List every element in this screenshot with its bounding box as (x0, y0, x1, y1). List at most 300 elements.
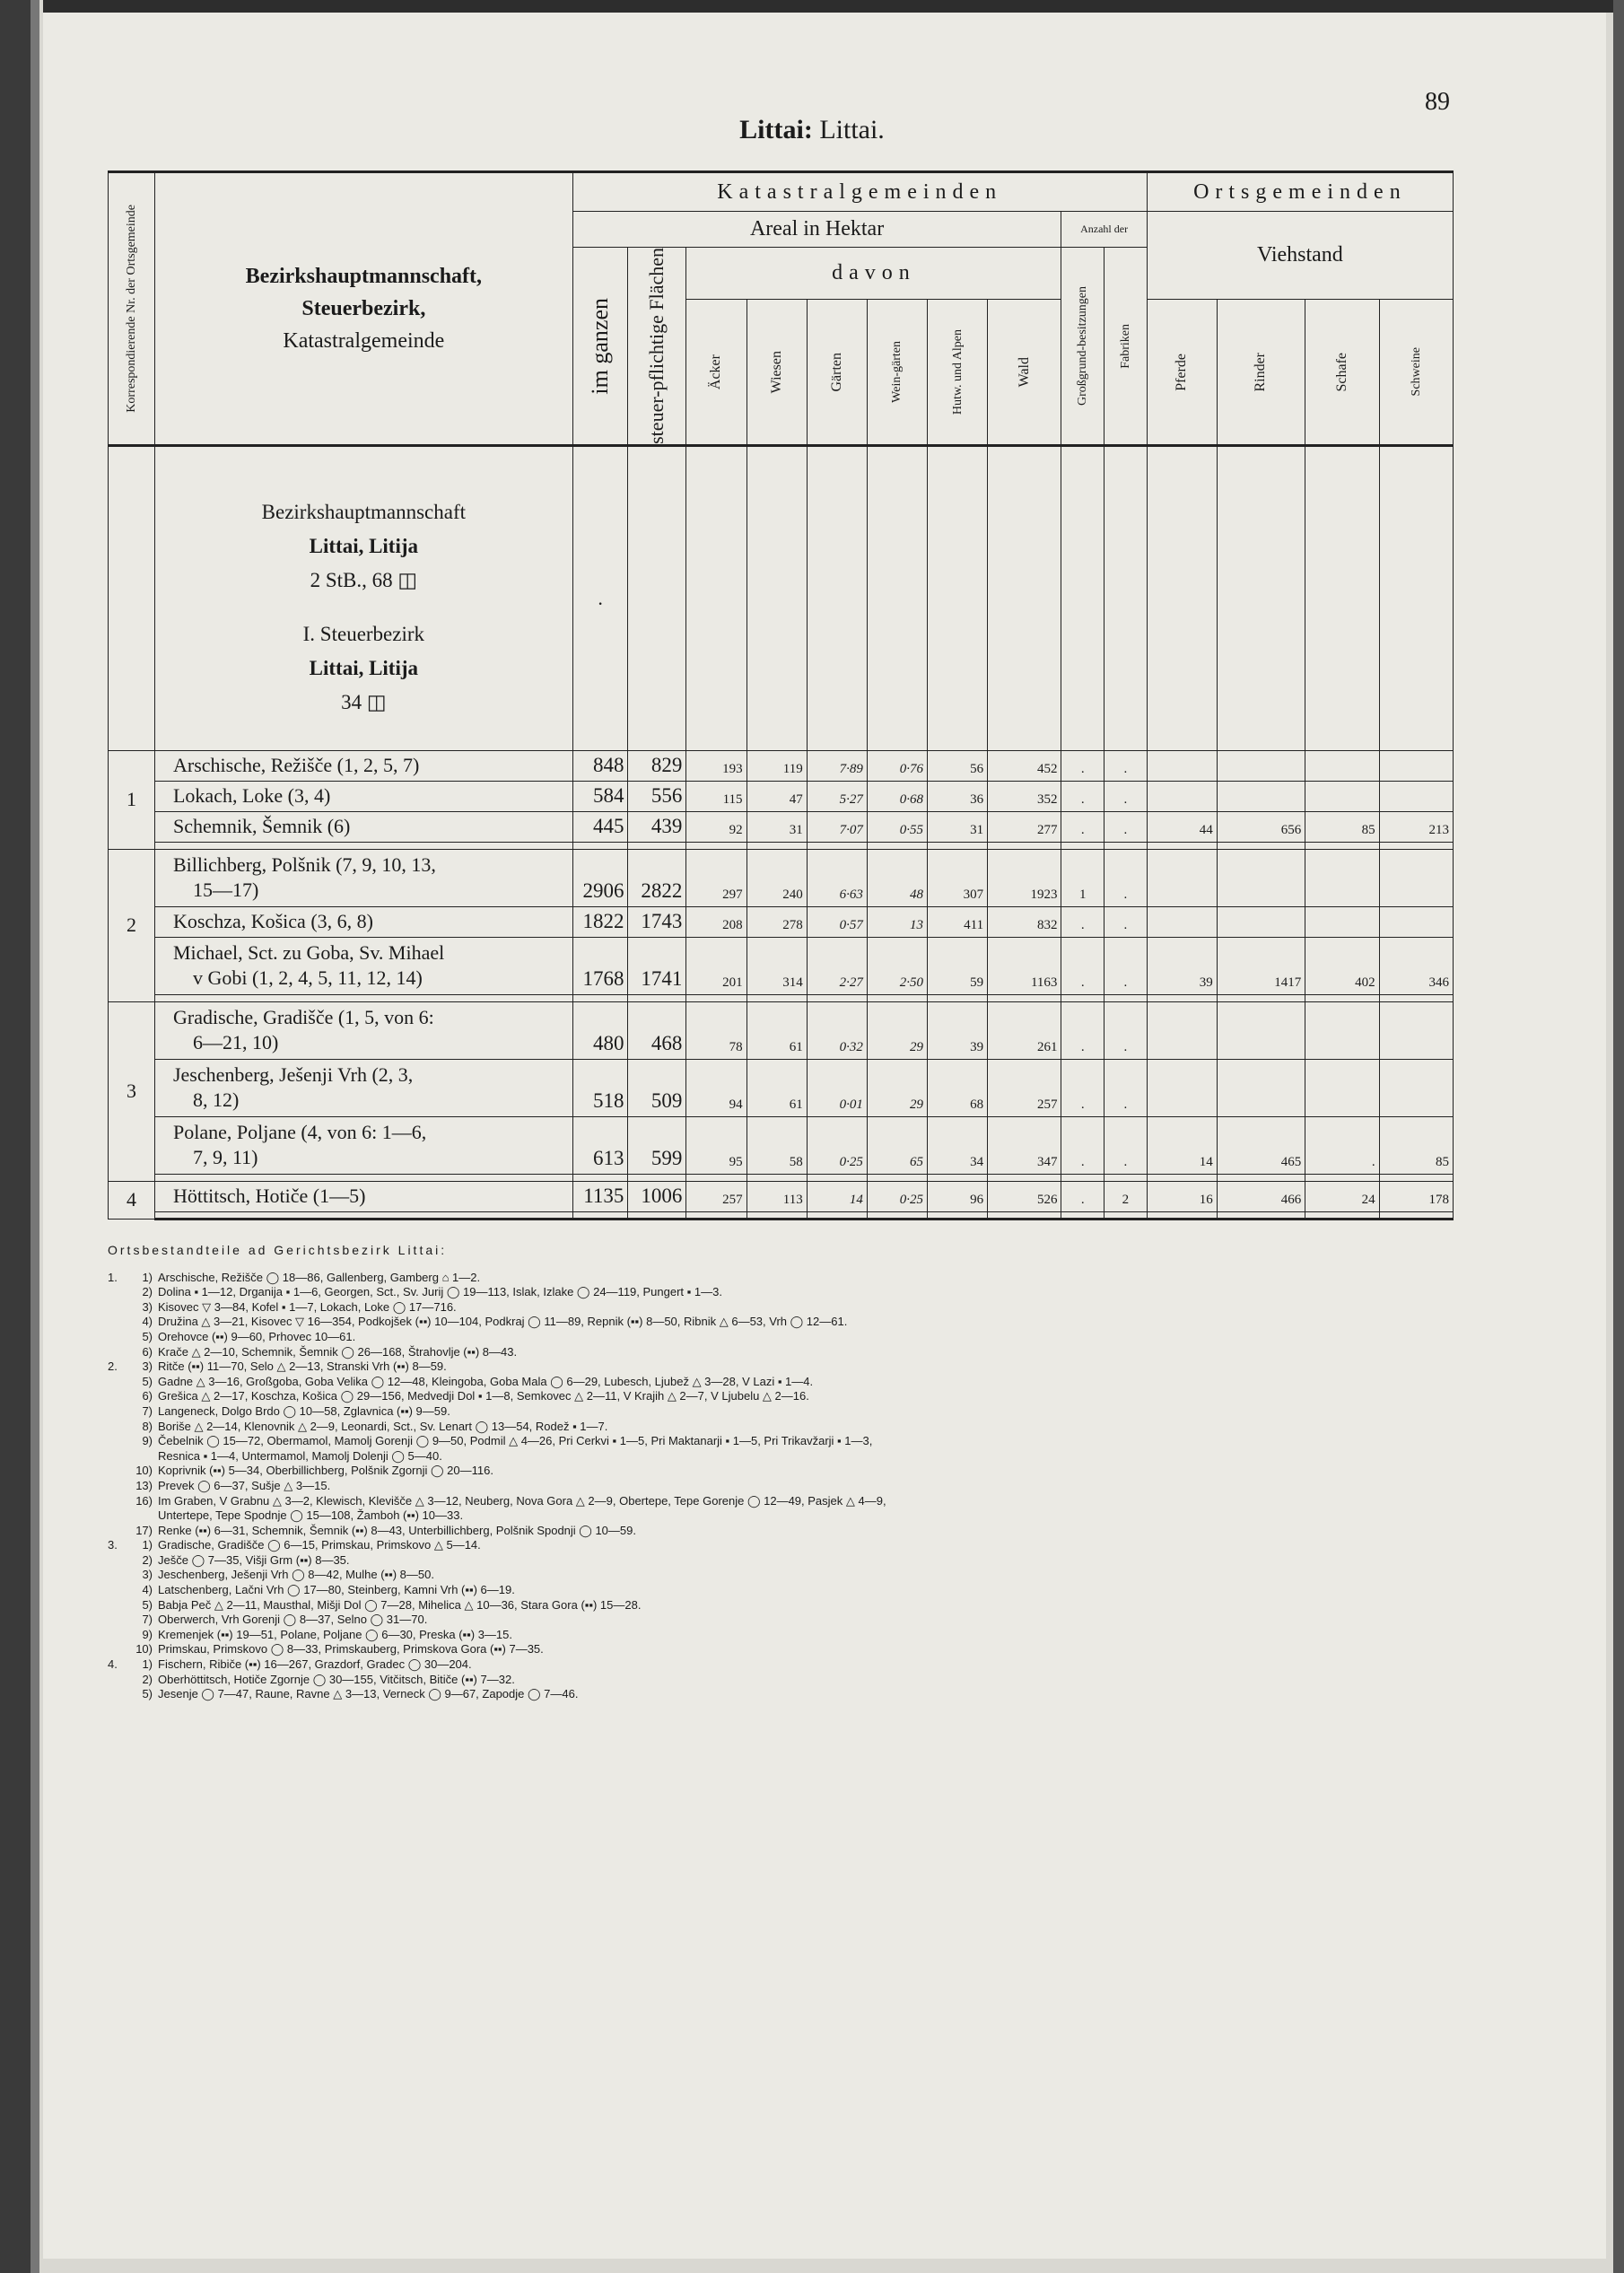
katastral-name (154, 1059, 572, 1116)
spacer-cell (988, 994, 1061, 1001)
cell-value: 2·27 (807, 937, 867, 994)
katastral-name-line2: v Gobi (1, 2, 4, 5, 11, 12, 14) (192, 966, 423, 990)
footnote-text: Primskau, Primskovo ◯ 8—33, Primskauberg, Primskova Gora (▪▪) 7—35. (158, 1642, 544, 1657)
cell-value: . (1061, 937, 1104, 994)
cell-value: . (1104, 1116, 1148, 1174)
footnote-line (108, 1673, 1471, 1688)
footnote-text: Grešica △ 2—17, Koschza, Košica ◯ 29—156, Medvedji Dol ▪ 1—8, Semkovec △ 2—11, V Krajih △ 2—7, V Ljubelu △ 2—16. (158, 1389, 809, 1403)
cell-value: 1006 (628, 1181, 686, 1211)
footnote-index: 3) (142, 1359, 153, 1374)
spacer-cell (1147, 1211, 1217, 1219)
cell-value: 65 (867, 1116, 927, 1174)
vieh-value: . (1305, 1116, 1379, 1174)
footnotes-lines (108, 1271, 1471, 1702)
cell-value: 556 (628, 781, 686, 811)
footnote-text: Kremenjek (▪▪) 19—51, Polane, Poljane ◯ 6—30, Preska (▪▪) 3—15. (158, 1627, 512, 1641)
footnote-text: Gradische, Gradišče ◯ 6—15, Primskau, Primskovo △ 5—14. (158, 1538, 481, 1552)
footnote-line (108, 1434, 1471, 1449)
footnote-index: 7) (142, 1613, 153, 1627)
cell-value: 29 (867, 1059, 927, 1116)
spacer-cell (1147, 842, 1217, 849)
vieh-empty (1147, 849, 1217, 906)
cell-value: 34 (927, 1116, 987, 1174)
footnote-line (108, 1449, 1471, 1464)
cell-value: . (1104, 937, 1148, 994)
footnote-index: 10) (135, 1642, 153, 1657)
vieh-empty (1147, 750, 1217, 781)
footnote-line (108, 1375, 1471, 1390)
spacer-cell (154, 1174, 572, 1181)
header-davon: davon (686, 248, 1061, 300)
vieh-value: 85 (1379, 1116, 1453, 1174)
spacer-cell (686, 1211, 747, 1219)
footnote-index: 13) (135, 1478, 153, 1492)
header-grossgrund: Großgrund-besitzungen (1061, 248, 1104, 446)
vieh-row (109, 1174, 1454, 1181)
footnote-text: Im Graben, V Grabnu △ 3—2, Klewisch, Klevišče △ 3—12, Neuberg, Nova Gora △ 2—9, Obertepe, Tepe Gorenje ◯ 12—49, Pasjek △ 4—9, (158, 1493, 886, 1508)
spacer-cell (1305, 1174, 1379, 1181)
vieh-empty (1379, 906, 1453, 937)
footnote-line (108, 1613, 1471, 1628)
cell-value: 7·07 (807, 811, 867, 842)
table-row (109, 811, 1454, 842)
katastral-name-line2: 6—21, 10) (192, 1031, 279, 1054)
footnote-text: Dolina ▪ 1—12, Drganija ▪ 1—6, Georgen, Sct., Sv. Jurij ◯ 19—113, Islak, Izlake ◯ 24—119, Pungert ▪ 1—3. (158, 1285, 722, 1299)
vieh-empty (1147, 1059, 1217, 1116)
vieh-value: 466 (1217, 1181, 1305, 1211)
footnote-index: 6) (142, 1344, 153, 1359)
scan-left-binding (31, 0, 39, 2273)
header-hutweiden: Hutw. und Alpen (927, 300, 987, 445)
intro-bh-label: Bezirkshauptmannschaft (261, 500, 467, 523)
cell-value: 352 (988, 781, 1061, 811)
spacer-cell (988, 1174, 1061, 1181)
vieh-empty (1147, 1001, 1217, 1059)
footnote-text: Krače △ 2—10, Schemnik, Šemnik ◯ 26—168, Štrahovlje (▪▪) 8—43. (158, 1344, 518, 1359)
cell-value: 257 (988, 1059, 1061, 1116)
vieh-value: 656 (1217, 811, 1305, 842)
vieh-empty (1305, 849, 1379, 906)
spacer-cell (1147, 994, 1217, 1001)
cell-value: . (1061, 1116, 1104, 1174)
vieh-empty (1379, 1059, 1453, 1116)
footnote-index: 3) (142, 1568, 153, 1582)
footnote-line (108, 1494, 1471, 1509)
vieh-value: 346 (1379, 937, 1453, 994)
spacer-cell (867, 994, 927, 1001)
intro-bh-count: 2 StB., 68 ◫ (310, 568, 418, 591)
header-im-ganzen: im ganzen (572, 248, 628, 446)
vieh-value: 1417 (1217, 937, 1305, 994)
spacer-cell (1305, 842, 1379, 849)
spacer-cell (572, 1174, 628, 1181)
spacer-cell (628, 1211, 686, 1219)
cell-value: . (1104, 1059, 1148, 1116)
footnote-line (108, 1330, 1471, 1345)
header-wiesen: Wiesen (747, 300, 807, 445)
spacer-cell (807, 1211, 867, 1219)
spacer-cell (747, 1211, 807, 1219)
footnote-index: 1) (142, 1657, 153, 1672)
header-aecker: Äcker (686, 300, 747, 445)
vieh-empty (1305, 750, 1379, 781)
table-row (109, 750, 1454, 781)
cell-value: 7·89 (807, 750, 867, 781)
intro-row (109, 445, 1454, 750)
katastral-name-line1: Michael, Sct. zu Goba, Sv. Mihael (172, 941, 445, 965)
spacer-cell (1379, 994, 1453, 1001)
spacer-cell (1379, 1174, 1453, 1181)
katastral-name (154, 1116, 572, 1174)
katastral-name-line2: 7, 9, 11) (192, 1146, 258, 1169)
footnote-index: 8) (142, 1419, 153, 1433)
spacer-cell (572, 994, 628, 1001)
cell-value: 1741 (628, 937, 686, 994)
cell-value: 68 (927, 1059, 987, 1116)
katastral-name-line1: Polane, Poljane (4, von 6: 1—6, (172, 1121, 427, 1144)
title-normal: Littai. (819, 115, 885, 144)
vieh-empty (1379, 750, 1453, 781)
spacer-cell (1061, 994, 1104, 1001)
vieh-value: 24 (1305, 1181, 1379, 1211)
cell-value: 277 (988, 811, 1061, 842)
footnote-index: 6) (142, 1389, 153, 1403)
cell-value: . (1104, 750, 1148, 781)
footnote-line (108, 1300, 1471, 1316)
spacer-cell (927, 842, 987, 849)
cell-value: . (1104, 781, 1148, 811)
footnote-index: 7) (142, 1403, 153, 1418)
footnote-text: Koprivnik (▪▪) 5—34, Oberbillichberg, Polšnik Zgornji ◯ 20—116. (158, 1464, 493, 1478)
cell-value: 0·57 (807, 906, 867, 937)
footnote-index: 2) (142, 1285, 153, 1299)
vieh-row (109, 994, 1454, 1001)
cell-value: 1768 (572, 937, 628, 994)
spacer-cell (747, 842, 807, 849)
cell-value: 278 (747, 906, 807, 937)
cell-value: 257 (686, 1181, 747, 1211)
cell-value: 2906 (572, 849, 628, 906)
footnote-index: 16) (135, 1493, 153, 1508)
header-viehstand: Viehstand (1147, 212, 1453, 300)
cell-value: 58 (747, 1116, 807, 1174)
footnote-line (108, 1598, 1471, 1613)
cell-value: 2 (1104, 1181, 1148, 1211)
table-row (109, 1181, 1454, 1211)
vieh-row (109, 1211, 1454, 1219)
vieh-value: 85 (1305, 811, 1379, 842)
katastral-name-line1: Lokach, Loke (3, 4) (172, 784, 331, 808)
title-bold: Littai: (739, 115, 813, 144)
cell-value: 92 (686, 811, 747, 842)
spacer-cell (572, 842, 628, 849)
footnote-group: 4. (108, 1657, 118, 1672)
cell-value: 509 (628, 1059, 686, 1116)
header-katastral: Katastralgemeinden (572, 172, 1147, 212)
vieh-empty (1379, 849, 1453, 906)
table-row (109, 849, 1454, 906)
cell-value: 0·32 (807, 1001, 867, 1059)
page-title (0, 115, 1624, 145)
cell-value: 240 (747, 849, 807, 906)
footnote-text: Ješče ◯ 7—35, Višji Grm (▪▪) 8—35. (158, 1552, 350, 1567)
footnote-text: Ritče (▪▪) 11—70, Selo △ 2—13, Stranski Vrh (▪▪) 8—59. (158, 1359, 447, 1374)
cell-value: 829 (628, 750, 686, 781)
cell-value: . (1104, 1001, 1148, 1059)
spacer-cell (988, 842, 1061, 849)
cell-value: 14 (807, 1181, 867, 1211)
spacer-cell (628, 1174, 686, 1181)
footnote-text: Kisovec ▽ 3—84, Kofel ▪ 1—7, Lokach, Loke ◯ 17—716. (158, 1299, 457, 1314)
spacer-cell (867, 1174, 927, 1181)
vieh-empty (1217, 906, 1305, 937)
group-nr: 2 (109, 849, 155, 1001)
cell-value: 347 (988, 1116, 1061, 1174)
cell-value: 411 (927, 906, 987, 937)
footnote-text: Resnica ▪ 1—4, Untermamol, Mamolj Dolenji ◯ 5—40. (158, 1448, 442, 1463)
spacer-cell (927, 994, 987, 1001)
footnote-index: 17) (135, 1523, 153, 1537)
katastral-name-line2: 8, 12) (192, 1088, 240, 1112)
header-schafe: Schafe (1305, 300, 1379, 445)
cell-value: . (1061, 906, 1104, 937)
spacer-cell (1104, 1211, 1148, 1219)
katastral-name (154, 906, 572, 937)
cell-value: 1923 (988, 849, 1061, 906)
group-nr: 3 (109, 1001, 155, 1181)
footnote-text: Langeneck, Dolgo Brdo ◯ 10—58, Zglavnica (▪▪) 9—59. (158, 1403, 450, 1418)
groups-body (109, 750, 1454, 1219)
cell-value: 0·55 (867, 811, 927, 842)
cell-value: 584 (572, 781, 628, 811)
cell-value: 61 (747, 1001, 807, 1059)
spacer-cell (1379, 1211, 1453, 1219)
vieh-empty (1147, 781, 1217, 811)
footnote-line (108, 1583, 1471, 1598)
footnote-index: 3) (142, 1299, 153, 1314)
spacer-cell (1305, 1211, 1379, 1219)
spacer-cell (747, 1174, 807, 1181)
footnote-text: Renke (▪▪) 6—31, Schemnik, Šemnik (▪▪) 8—43, Unterbillichberg, Polšnik Spodnji ◯ 10—59. (158, 1523, 636, 1537)
footnote-text: Boriše △ 2—14, Klenovnik △ 2—9, Leonardi, Sct., Sv. Lenart ◯ 13—54, Rodež ▪ 1—7. (158, 1419, 608, 1433)
spacer-cell (927, 1211, 987, 1219)
header-wald: Wald (988, 300, 1061, 445)
spacer-cell (807, 1174, 867, 1181)
scan-top-edge (43, 0, 1624, 13)
footnote-text: Fischern, Ribiče (▪▪) 16—267, Grazdorf, Gradec ◯ 30—204. (158, 1657, 472, 1672)
intro-dot: . (572, 445, 628, 750)
footnotes-heading: Ortsbestandteile ad Gerichtsbezirk Littai: (108, 1243, 448, 1257)
cell-value: 201 (686, 937, 747, 994)
vieh-empty (1217, 849, 1305, 906)
footnote-line (108, 1642, 1471, 1657)
footnote-index: 4) (142, 1315, 153, 1329)
vieh-value: 44 (1147, 811, 1217, 842)
footnote-line (108, 1345, 1471, 1360)
cell-value: 1822 (572, 906, 628, 937)
header-anzahl: Anzahl der (1061, 212, 1147, 248)
cell-value: 115 (686, 781, 747, 811)
header-nr: Korrespondierende Nr. der Ortsgemeinde (109, 172, 155, 446)
cell-value: 518 (572, 1059, 628, 1116)
header-gaerten: Gärten (807, 300, 867, 445)
katastral-name-line1: Jeschenberg, Ješenji Vrh (2, 3, (172, 1063, 414, 1087)
cell-value: 36 (927, 781, 987, 811)
cell-value: . (1061, 811, 1104, 842)
header-name: Bezirkshauptmannschaft, Steuerbezirk, Katastralgemeinde (154, 172, 572, 446)
cell-value: 31 (927, 811, 987, 842)
vieh-empty (1305, 1059, 1379, 1116)
spacer-cell (686, 994, 747, 1001)
footnote-text: Latschenberg, Lačni Vrh ◯ 17—80, Steinberg, Kamni Vrh (▪▪) 6—19. (158, 1583, 515, 1597)
cell-value: . (1061, 1059, 1104, 1116)
cell-value: 94 (686, 1059, 747, 1116)
cell-value: 56 (927, 750, 987, 781)
footnote-text: Oberwerch, Vrh Gorenji ◯ 8—37, Selno ◯ 31—70. (158, 1613, 428, 1627)
page-number: 89 (1425, 88, 1450, 116)
footnote-text: Prevek ◯ 6—37, Sušje △ 3—15. (158, 1478, 331, 1492)
cell-value: 0·76 (867, 750, 927, 781)
footnote-index: 5) (142, 1597, 153, 1612)
cell-value: 2822 (628, 849, 686, 906)
cell-value: 39 (927, 1001, 987, 1059)
table-row (109, 1059, 1454, 1116)
intro-bh-name: Littai, Litija (309, 534, 419, 557)
cell-value: 439 (628, 811, 686, 842)
cell-value: 96 (927, 1181, 987, 1211)
vieh-value: 16 (1147, 1181, 1217, 1211)
footnote-index: 5) (142, 1329, 153, 1343)
cell-value: 1135 (572, 1181, 628, 1211)
footnote-line (108, 1464, 1471, 1479)
spacer-cell (1147, 1174, 1217, 1181)
cell-value: 95 (686, 1116, 747, 1174)
cell-value: 0·68 (867, 781, 927, 811)
footnote-line (108, 1479, 1471, 1494)
vieh-row (109, 842, 1454, 849)
cell-value: 452 (988, 750, 1061, 781)
vieh-value: 465 (1217, 1116, 1305, 1174)
cell-value: . (1061, 1181, 1104, 1211)
vieh-empty (1305, 781, 1379, 811)
cell-value: 119 (747, 750, 807, 781)
cell-value: 261 (988, 1001, 1061, 1059)
cell-value: 832 (988, 906, 1061, 937)
cell-value: 6·63 (807, 849, 867, 906)
header-ortsgemeinden: Ortsgemeinden (1147, 172, 1453, 212)
header-weingaerten: Wein-gärten (867, 300, 927, 445)
header-pferde: Pferde (1147, 300, 1217, 445)
spacer-cell (1061, 1174, 1104, 1181)
cell-value: 314 (747, 937, 807, 994)
cell-value: 13 (867, 906, 927, 937)
footnote-line (108, 1420, 1471, 1435)
spacer-cell (154, 1211, 572, 1219)
vieh-empty (1305, 1001, 1379, 1059)
cell-value: 78 (686, 1001, 747, 1059)
footnote-line (108, 1404, 1471, 1420)
katastral-name-line1: Gradische, Gradišče (1, 5, von 6: (172, 1006, 434, 1029)
vieh-empty (1217, 1001, 1305, 1059)
cell-value: 1 (1061, 849, 1104, 906)
footnote-line (108, 1553, 1471, 1569)
vieh-empty (1379, 1001, 1453, 1059)
vieh-empty (1147, 906, 1217, 937)
cell-value: 2·50 (867, 937, 927, 994)
footnote-line (108, 1508, 1471, 1524)
footnote-text: Arschische, Režišče ◯ 18—86, Gallenberg, Gamberg ⌂ 1—2. (158, 1270, 481, 1284)
katastral-name-line1: Höttitsch, Hotiče (1—5) (172, 1185, 366, 1208)
footnote-line (108, 1285, 1471, 1300)
table-row (109, 781, 1454, 811)
cell-value: 307 (927, 849, 987, 906)
cell-value: 5·27 (807, 781, 867, 811)
header-fabriken: Fabriken (1104, 248, 1148, 446)
katastral-name (154, 1181, 572, 1211)
footnote-index: 10) (135, 1464, 153, 1478)
footnote-group: 1. (108, 1270, 118, 1284)
footnote-index: 9) (142, 1434, 153, 1448)
spacer-cell (867, 1211, 927, 1219)
header-schweine: Schweine (1379, 300, 1453, 445)
cell-value: . (1104, 906, 1148, 937)
footnote-index: 1) (142, 1270, 153, 1284)
table-row (109, 906, 1454, 937)
footnote-line (108, 1271, 1471, 1286)
cell-value: 613 (572, 1116, 628, 1174)
spacer-cell (807, 842, 867, 849)
footnote-line (108, 1538, 1471, 1553)
vieh-empty (1217, 1059, 1305, 1116)
cell-value: . (1061, 750, 1104, 781)
footnote-index: 5) (142, 1374, 153, 1388)
vieh-empty (1217, 750, 1305, 781)
spacer-cell (867, 842, 927, 849)
vieh-empty (1379, 781, 1453, 811)
katastral-name-line2: 15—17) (192, 879, 259, 902)
spacer-cell (572, 1211, 628, 1219)
spacer-cell (686, 1174, 747, 1181)
spacer-cell (1217, 842, 1305, 849)
table-row (109, 937, 1454, 994)
footnote-index: 1) (142, 1538, 153, 1552)
footnote-text: Jeschenberg, Ješenji Vrh ◯ 8—42, Mulhe (▪▪) 8—50. (158, 1568, 434, 1582)
katastral-name-line1: Schemnik, Šemnik (6) (172, 815, 351, 838)
group-nr: 1 (109, 750, 155, 849)
katastral-name-line1: Koschza, Košica (3, 6, 8) (172, 910, 373, 933)
spacer-cell (154, 842, 572, 849)
footnote-text: Jesenje ◯ 7—47, Raune, Ravne △ 3—13, Verneck ◯ 9—67, Zapodje ◯ 7—46. (158, 1687, 579, 1701)
spacer-cell (686, 842, 747, 849)
cell-value: 61 (747, 1059, 807, 1116)
vieh-empty (1217, 781, 1305, 811)
footnote-text: Untertepe, Tepe Spodnje ◯ 15—108, Žamboh (▪▪) 10—33. (158, 1508, 464, 1523)
spacer-cell (1104, 994, 1148, 1001)
footnote-group: 2. (108, 1359, 118, 1374)
footnote-index: 2) (142, 1672, 153, 1686)
spacer-cell (1379, 842, 1453, 849)
footnote-index: 9) (142, 1627, 153, 1641)
cell-value: 526 (988, 1181, 1061, 1211)
footnote-text: Orehovce (▪▪) 9—60, Prhovec 10—61. (158, 1329, 356, 1343)
footnote-text: Oberhöttitsch, Hotiče Zgornje ◯ 30—155, Vitčitsch, Bitiče (▪▪) 7—32. (158, 1672, 515, 1686)
katastral-name (154, 811, 572, 842)
katastral-name (154, 750, 572, 781)
footnote-text: Gadne △ 3—16, Großgoba, Goba Velika ◯ 12—48, Kleingoba, Goba Mala ◯ 6—29, Lubesch, Ljubež △ 3—28, V Lazi ▪ 1—4. (158, 1374, 814, 1388)
spacer-cell (628, 994, 686, 1001)
vieh-value: 178 (1379, 1181, 1453, 1211)
cell-value: 468 (628, 1001, 686, 1059)
